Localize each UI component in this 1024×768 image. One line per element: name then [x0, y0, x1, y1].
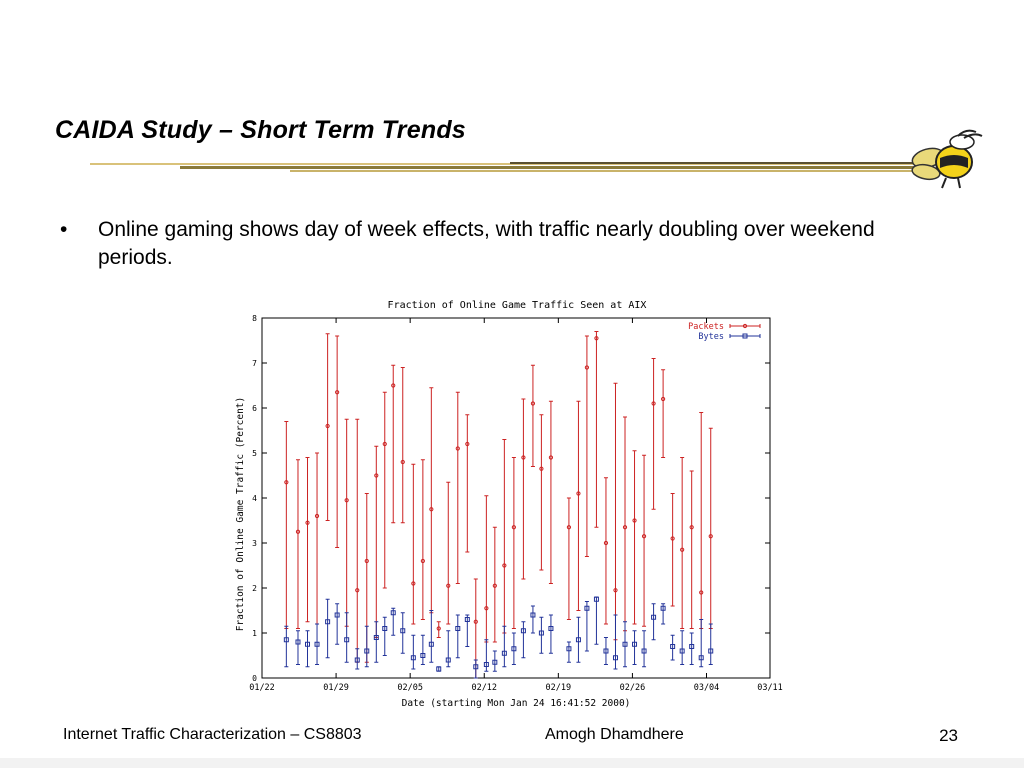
- footer-course-title: Internet Traffic Characterization – CS8803: [63, 726, 362, 743]
- x-tick-label: 02/26: [619, 683, 646, 693]
- x-tick-label: 02/05: [397, 683, 423, 693]
- chart-legend: [688, 322, 760, 342]
- chart-figure: [232, 294, 792, 714]
- bullet-marker: •: [60, 218, 68, 241]
- series-layer: [284, 332, 712, 679]
- bottom-band: [0, 758, 1024, 768]
- y-tick-label: 4: [252, 494, 257, 503]
- legend-label-bytes: Bytes: [698, 332, 724, 342]
- series-bytes: [284, 597, 712, 678]
- y-axis: [252, 314, 770, 683]
- chart-title: Fraction of Online Game Traffic Seen at AIX: [387, 300, 647, 311]
- x-tick-label: 01/29: [323, 683, 349, 693]
- y-tick-label: 7: [252, 359, 257, 368]
- yellow-jacket-mascot-logo: [906, 128, 986, 190]
- slide-title: CAIDA Study – Short Term Trends: [55, 116, 466, 144]
- x-tick-label: 02/12: [471, 683, 498, 693]
- footer-author: Amogh Dhamdhere: [545, 726, 684, 743]
- series-packets: [284, 332, 712, 679]
- x-axis: [249, 318, 783, 693]
- x-tick-label: 01/22: [249, 683, 275, 693]
- y-tick-label: 5: [252, 449, 257, 458]
- legend-label-packets: Packets: [688, 322, 724, 332]
- title-underline-decoration: [90, 159, 920, 177]
- y-tick-label: 1: [252, 629, 257, 638]
- plot-frame: [262, 318, 770, 678]
- online-game-traffic-chart: [232, 294, 792, 714]
- bullet-item: [60, 216, 960, 272]
- x-tick-label: 02/19: [545, 683, 572, 693]
- chart-ylabel: Fraction of Online Game Traffic (Percent): [235, 396, 246, 632]
- page-number: 23: [939, 726, 958, 745]
- y-tick-label: 8: [252, 314, 257, 323]
- y-tick-label: 0: [252, 674, 257, 683]
- y-tick-label: 3: [252, 539, 257, 548]
- chart-xlabel: Date (starting Mon Jan 24 16:41:52 2000): [401, 698, 631, 709]
- x-tick-label: 03/04: [693, 683, 720, 693]
- y-tick-label: 6: [252, 404, 257, 413]
- y-tick-label: 2: [252, 584, 257, 593]
- x-tick-label: 03/11: [757, 683, 783, 693]
- bullet-text: Online gaming shows day of week effects, with traffic nearly doubling over weekend periods.: [98, 218, 875, 269]
